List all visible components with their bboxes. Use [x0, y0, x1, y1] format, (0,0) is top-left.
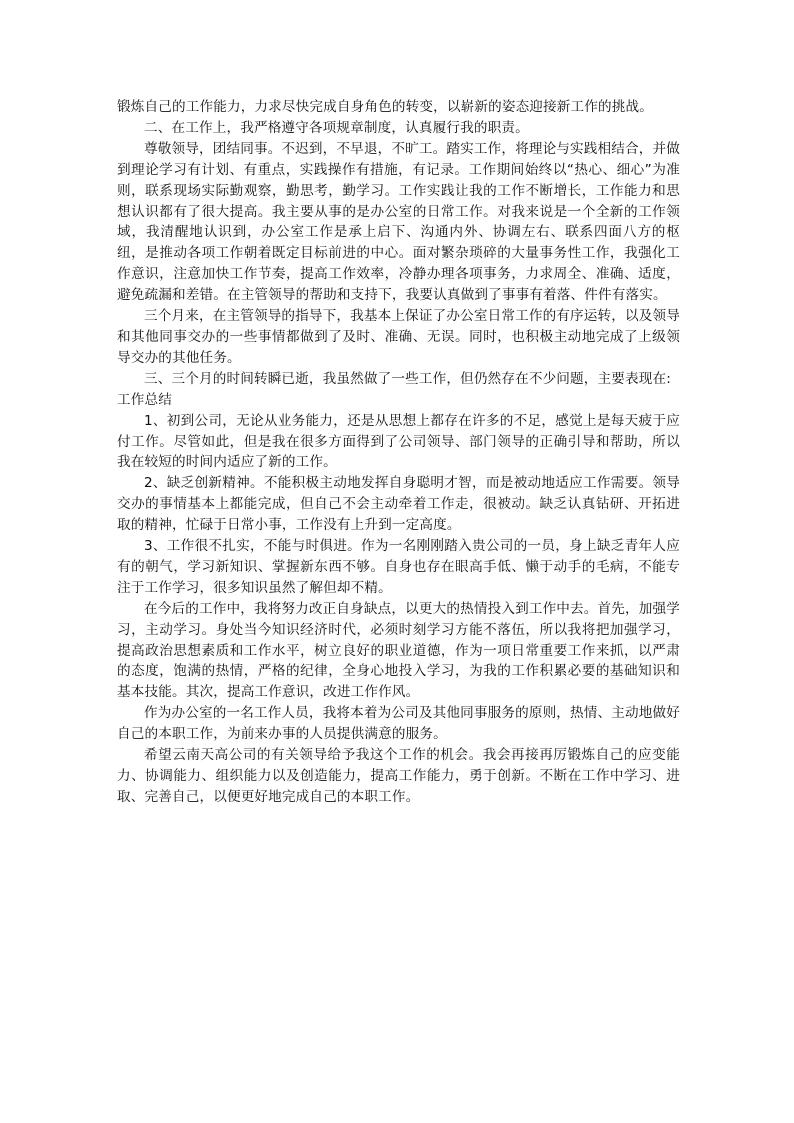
paragraph: 尊敬领导，团结同事。不迟到，不早退，不旷工。踏实工作，将理论与实践相结合，并做到理论学习有计划、有重点，实践操作有措施，有记录。工作期间始终以“热心、细心”为准则，联系现场实际勤观察，勤思考，勤学习。工作实践让我的工作不断增长，工作能力和思想认识都有了很大提高。我主要从事的是办公室的日常工作。对我来说是一个全新的工作领域，我清醒地认识到，办公室工作是承上启下、沟通内外、协调左右、联系四面八方的枢纽，是推动各项工作朝着既定目标前进的中心。面对繁杂琐碎的大量事务性工作，我强化工作意识，注意加快工作节奏，提高工作效率，冷静办理各项事务，力求周全、准确、适度，避免疏漏和差错。在主管领导的帮助和支持下，我要认真做到了事事有着落、件件有落实。: [117, 140, 681, 304]
paragraph: 2、缺乏创新精神。不能积极主动地发挥自身聪明才智，而是被动地适应工作需要。领导交办的事情基本上都能完成，但自己不会主动牵着工作走，很被动。缺乏认真钻研、开拓进取的精神，忙碌于日常小事，工作没有上升到一定高度。: [117, 475, 680, 534]
paragraph: 作为办公室的一名工作人员，我将本着为公司及其他同事服务的原则，热情、主动地做好自己的本职工作，为前来办事的人员提供满意的服务。: [117, 705, 681, 743]
paragraph: 在今后的工作中，我将努力改正自身缺点，以更大的热情投入到工作中去。首先，加强学习，主动学习。身处当今知识经济时代，必须时刻学习方能不落伍，所以我将把加强学习，提高政治思想素质和工作水平，树立良好的职业道德，作为一项日常重要工作来抓，以严肃的态度，饱满的热情，严格的纪律，全身心地投入学习，为我的工作积累必要的基础知识和基本技能。其次，提高工作意识，改进工作作风。: [117, 600, 681, 701]
paragraph: 二、在工作上，我严格遵守各项规章制度，认真履行我的职责。: [144, 119, 529, 136]
paragraph: 希望云南天高公司的有关领导给予我这个工作的机会。我会再接再厉锻炼自己的应变能力、协调能力、组织能力以及创造能力，提高工作能力，勇于创新。不断在工作中学习、进取、完善自己，以便更好地完成自己的本职工作。: [117, 747, 680, 805]
paragraph: 三、三个月的时间转瞬已逝，我虽然做了一些工作，但仍然存在不少问题，主要表现在:: [144, 370, 671, 387]
paragraph: 三个月来，在主管领导的指导下，我基本上保证了办公室日常工作的有序运转，以及领导和其他同事交办的一些事情都做到了及时、准确、无误。同时，也积极主动地完成了上级领导交办的其他任务。: [117, 308, 681, 366]
section-label: 工作总结: [117, 391, 172, 408]
paragraph: 锻炼自己的工作能力，力求尽快完成自身角色的转变，以崭新的姿态迎接新工作的挑战。: [117, 99, 654, 115]
paragraph: 1、初到公司，无论从业务能力，还是从思想上都存在许多的不足，感觉上是每天疲于应付工作。尽管如此，但是我在很多方面得到了公司领导、部门领导的正确引导和帮助，所以我在较短的时间内适应了新的工作。: [117, 412, 680, 471]
document-body: [117, 97, 680, 808]
paragraph: 3、工作很不扎实，不能与时俱进。作为一名刚刚踏入贵公司的一员，身上缺乏青年人应有的朝气，学习新知识、掌握新东西不够。自身也存在眼高手低、懒于动手的毛病，不能专注于工作学习，很多知识虽然了解但却不精。: [117, 538, 680, 596]
